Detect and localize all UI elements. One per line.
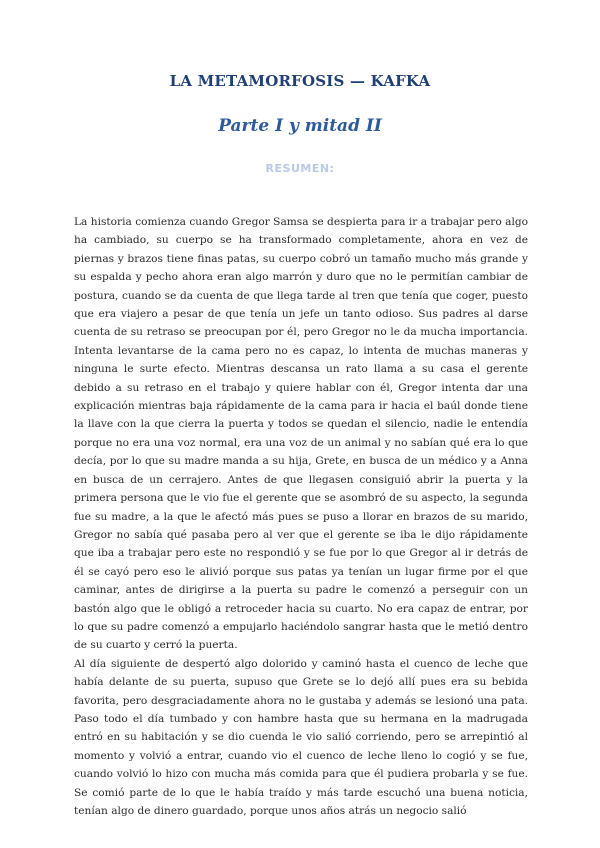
document-title: LA METAMORFOSIS — KAFKA bbox=[169, 72, 431, 90]
paragraph: La historia comienza cuando Gregor Samsa se despierta para ir a trabajar pero algo ha cambiado, su cuerpo se ha transformado completamente, ahora en vez de piernas y brazos tiene finas patas, su cuerpo cobró un tamaño mucho más grande y su espalda y pecho ahora eran algo marrón y duro que no le permitían cambiar de postura, cuando se da cuenta de que llega tarde al tren que tenía que coger, puesto que era viajero a pesar de que tenía un jefe un tanto odioso. Sus padres al darse cuenta de su retraso se preocupan por él, pero Gregor no le da mucha importancia. Intenta levantarse de la cama pero no es capaz, lo intenta de muchas maneras y ninguna le surte efecto. Mientras descansa un rato llama a su casa el gerente debido a su retraso en el trabajo y quiere hablar con él, Gregor intenta dar una explicación mientras baja rápidamente de la cama para ir hacia el baúl donde tiene la llave con la que cierra la puerta y todos se quedan el silencio, nadie le entendía porque no era una voz normal, era una voz de un animal y no sabían qué era lo que decía, por lo que su madre manda a su hija, Grete, en busca de un médico y a Anna en busca de un cerrajero. Antes de que llegasen consiguió abrir la puerta y la primera persona que le vio fue el gerente que se asombró de su aspecto, la segunda fue su madre, a la que le afectó más pues se puso a llorar en brazos de su marido, Gregor no sabía qué pasaba pero al ver que el gerente se iba le dijo rápidamente que iba a trabajar pero este no respondió y se fue por lo que Gregor al ir detrás de él se cayó pero eso le alivió porque sus patas ya tenían un lugar firme por el que caminar, antes de dirigirse a la puerta su padre le comenzó a perseguir con un bastón algo que le obligó a retroceder hacia su cuarto. No era capaz de entrar, por lo que su padre comenzó a empujarlo haciéndolo sangrar hasta que le metió dentro de su cuarto y cerró la puerta. bbox=[74, 216, 528, 652]
body-text bbox=[74, 213, 528, 820]
section-heading: RESUMEN: bbox=[265, 162, 335, 175]
paragraph: Al día siguiente de despertó algo dolorido y caminó hasta el cuenco de leche que había delante de su puerta, supuso que Grete se lo dejó allí pues era su bebida favorita, pero desgraciadamente ahora no le gustaba y además se lesionó una pata. Paso todo el día tumbado y con hambre hasta que su hermana en la madrugada entró en su habitación y se dio cuenda le vio salió corriendo, pero se arrepintió al momento y volvió a entrar, cuando vio el cuenco de leche lleno lo cogió y se fue, cuando volvió lo hizo con mucha más comida para que él pudiera probarla y se fue. Se comió parte de lo que le había traído y más tarde escuchó una buena noticia, tenían algo de dinero guardado, porque unos años atrás un negocio salió bbox=[74, 657, 528, 817]
document-subtitle: Parte I y mitad II bbox=[218, 116, 382, 136]
